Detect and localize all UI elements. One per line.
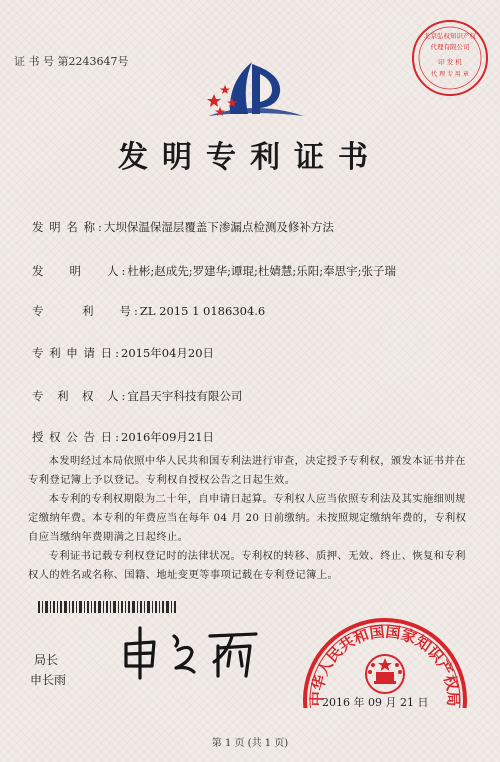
body-paragraph: 本专利的专利权期限为二十年，自申请日起算。专利权人应当依照专利法及其实施细则规定缴纳年费。本专利的年费应当在每年 04 月 20 日前缴纳。未按照规定缴纳年费的，专利权自应当缴纳年费期满之日起终止。 <box>28 493 467 543</box>
certificate-title: 发明专利证书 <box>118 140 382 175</box>
field-label: 授 权 公 告 日 <box>32 430 114 444</box>
agency-stamp <box>410 18 490 98</box>
body-paragraph: 本发明经过本局依照中华人民共和国专利法进行审查，决定授予专利权，颁发本证书并在专利登记簿上予以登记。专利权自授权公告之日起生效。 <box>28 455 466 486</box>
field-label: 专 利 权 人 <box>32 389 120 403</box>
agency-stamp-line-3: 印 发 机 <box>438 58 462 66</box>
seal-text: 中华人民共和国国家知识产权局 <box>307 622 463 707</box>
field-grant-date: 授 权 公 告 日 : 2016年09月21日 <box>32 430 215 444</box>
field-invention-name: 发 明 名 称 : 大坝保温保湿层覆盖下渗漏点检测及修补方法 <box>32 220 334 234</box>
page-number: 第 1 页 (共 1 页) <box>211 738 289 749</box>
director-title: 局长 <box>34 653 59 667</box>
seal-date: 2016 年 09 月 21 日 <box>322 696 429 709</box>
field-value: 杜彬;赵成先;罗建华;谭琨;杜婧慧;乐阳;奉思宇;张子瑞 <box>127 264 396 278</box>
agency-stamp-line-2: 代理有限公司 <box>430 43 470 51</box>
field-application-date: 专 利 申 请 日 : 2015年04月20日 <box>32 346 215 360</box>
certificate-body <box>28 452 474 585</box>
field-patent-number: 专 利 号 : ZL 2015 1 0186304.6 <box>32 304 266 318</box>
field-patentee: 专 利 权 人 : 宜昌天宇科技有限公司 <box>32 389 243 403</box>
field-label: 发 明 人 <box>32 264 120 278</box>
director-name: 申长雨 <box>30 673 67 687</box>
field-value: 2016年09月21日 <box>121 430 215 444</box>
field-value: 大坝保温保湿层覆盖下渗漏点检测及修补方法 <box>103 220 334 234</box>
agency-stamp-line-1: 北京弘权知识产权 <box>424 32 476 40</box>
field-inventors: 发 明 人 : 杜彬;赵成先;罗建华;谭琨;杜婧慧;乐阳;奉思宇;张子瑞 <box>32 264 396 278</box>
field-label: 专 利 申 请 日 <box>32 346 114 360</box>
body-paragraph: 专利证书记载专利权登记时的法律状况。专利权的转移、质押、无效、终止、恢复和专利权人的姓名或名称、国籍、地址变更等事项记载在专利登记簿上。 <box>28 550 466 581</box>
handwritten-signature <box>118 622 266 682</box>
field-value: 宜昌天宇科技有限公司 <box>127 389 243 403</box>
certificate-number: 证 书 号 第2243647号 <box>14 55 129 68</box>
agency-stamp-line-4: 代 理 专 用 章 <box>431 71 469 78</box>
field-value: 2015年04月20日 <box>121 346 215 360</box>
field-label: 专 利 号 <box>32 304 132 318</box>
sipo-emblem-logo <box>200 52 310 134</box>
field-value: ZL 2015 1 0186304.6 <box>139 304 266 318</box>
field-label: 发 明 名 称 <box>32 220 96 234</box>
barcode <box>38 601 178 613</box>
sipo-official-seal <box>300 596 470 708</box>
